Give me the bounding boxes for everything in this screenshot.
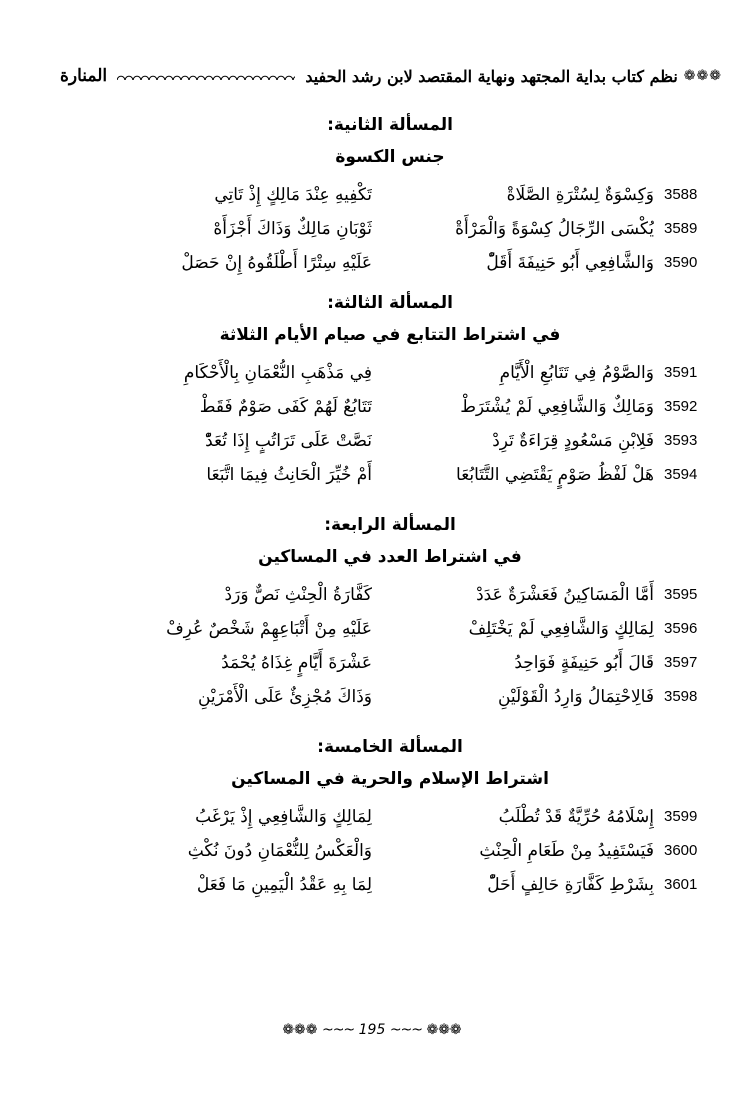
verse-first-hemistich: لِمَالِكٍ وَالشَّافِعِي لَمْ يَخْتَلِفْ xyxy=(468,619,654,639)
verse-second-hemistich: كَفَّارَةُ الْحِنْثِ نَصٌّ وَرَدْ xyxy=(224,585,372,605)
section-title: المسألة الثالثة: xyxy=(327,293,453,313)
verse-first-hemistich: بِشَرْطِ كَفَّارَةِ حَالِفٍ أَحَلّْ xyxy=(487,875,654,895)
verse-second-hemistich: تَكْفِيهِ عِنْدَ مَالِكٍ إِذْ تَاتِي xyxy=(214,185,372,205)
page-number: 195 xyxy=(358,1022,386,1038)
verse-line xyxy=(60,356,720,390)
verse-number: 3588 xyxy=(664,186,698,203)
verse-first-hemistich: وَمَالِكٌ وَالشَّافِعِي لَمْ يُشْتَرَطْ xyxy=(460,397,654,417)
verse-number: 3590 xyxy=(664,254,698,271)
verse-line xyxy=(60,800,720,834)
verse-first-hemistich: فَيَسْتَفِيدُ مِنْ طَعَامِ الْحِنْثِ xyxy=(479,841,654,861)
verse-second-hemistich: وَالْعَكْسُ لِلنُّعْمَانِ دُونَ نُكْثِ xyxy=(187,841,372,861)
header-ornament-icon: ❁❁❁ xyxy=(683,68,722,84)
verse-number: 3601 xyxy=(664,876,698,893)
verse-number: 3600 xyxy=(664,842,698,859)
verse-line xyxy=(60,680,720,714)
section-title: المسألة الخامسة: xyxy=(317,737,463,757)
verse-second-hemistich: أَمْ خُيِّرَ الْحَانِثُ فِيمَا اتَّبَعَا xyxy=(206,465,372,485)
verse-second-hemistich: عَشْرَةَ أَيَّامٍ غِذَاهُ يُحْمَدُ xyxy=(221,653,372,673)
footer-ornament-right-icon: ❁❁❁ xyxy=(426,1022,462,1038)
page-header xyxy=(60,58,722,94)
verse-line xyxy=(60,424,720,458)
verse-first-hemistich: هَلْ لَفْظُ صَوْمٍ يَقْتَضِي التَّتَابُعَا xyxy=(456,465,654,485)
header-wavy-divider xyxy=(117,70,295,82)
verse-second-hemistich: لِمَالِكٍ وَالشَّافِعِي إِذْ يَرْغَبُ xyxy=(195,807,372,827)
verse-line xyxy=(60,868,720,902)
verse-line xyxy=(60,246,720,280)
verse-line xyxy=(60,458,720,492)
verse-second-hemistich: ثَوْبَانِ مَالِكٌ وَذَاكَ أَجْزَأَهْ xyxy=(213,219,372,239)
verse-number: 3594 xyxy=(664,466,698,483)
section-title: المسألة الثانية: xyxy=(327,115,453,135)
verse-number: 3598 xyxy=(664,688,698,705)
section-subtitle: في اشتراط التتابع في صيام الأيام الثلاثة xyxy=(219,325,561,345)
verse-second-hemistich: لِمَا بِهِ عَقْدُ الْيَمِينِ مَا فَعَلْ xyxy=(196,875,372,895)
verse-number: 3592 xyxy=(664,398,698,415)
verse-number: 3595 xyxy=(664,586,698,603)
poem-body xyxy=(60,110,720,902)
section-subtitle: في اشتراط العدد في المساكين xyxy=(258,547,522,567)
verse-first-hemistich: وَالشَّافِعِي أَبُو حَنِيفَةَ أَقَلّْ xyxy=(486,253,654,273)
verse-line xyxy=(60,212,720,246)
footer-dash-icon: ~~~ xyxy=(389,1022,423,1038)
verse-first-hemistich: إِسْلَامُهُ حُرِّيَّةٌ قَدْ تُطْلَبُ xyxy=(498,807,654,827)
verse-first-hemistich: فَلِابْنِ مَسْعُودٍ قِرَاءَةٌ تَرِدْ xyxy=(492,431,654,451)
verse-number: 3593 xyxy=(664,432,698,449)
section-subtitle: جنس الكسوة xyxy=(335,147,445,167)
verse-line xyxy=(60,390,720,424)
section-title: المسألة الرابعة: xyxy=(324,515,456,535)
footer-dash-icon: ~~~ xyxy=(321,1022,355,1038)
book-title: نظم كتاب بداية المجتهد ونهاية المقتصد لابن رشد الحفيد xyxy=(305,66,678,86)
page-footer xyxy=(0,1022,744,1038)
series-title: المنارة xyxy=(60,66,108,86)
section-subtitle: اشتراط الإسلام والحرية في المساكين xyxy=(231,769,549,789)
verse-first-hemistich: فَالِاحْتِمَالُ وَارِدُ الْقَوْلَيْنِ xyxy=(497,687,654,707)
verse-line xyxy=(60,578,720,612)
verse-line xyxy=(60,178,720,212)
footer-ornament-left-icon: ❁❁❁ xyxy=(282,1022,318,1038)
verse-number: 3596 xyxy=(664,620,698,637)
verse-second-hemistich: تَتَابُعٌ لَهُمْ كَفَى صَوْمٌ فَقَطْ xyxy=(199,397,372,417)
verse-second-hemistich: عَلَيْهِ مِنْ أَتْبَاعِهِمْ شَخْصٌ عُرِفْ xyxy=(166,619,372,639)
verse-second-hemistich: وَذَاكَ مُجْزِئٌ عَلَى الْأَمْرَيْنِ xyxy=(197,687,372,707)
verse-line xyxy=(60,612,720,646)
verse-number: 3597 xyxy=(664,654,698,671)
verse-second-hemistich: فِي مَذْهَبِ النُّعْمَانِ بِالْأَحْكَامِ xyxy=(183,363,372,383)
verse-line xyxy=(60,646,720,680)
verse-first-hemistich: يُكْسَى الرِّجَالُ كِسْوَةً وَالْمَرْأَةْ xyxy=(455,219,654,239)
verse-line xyxy=(60,834,720,868)
verse-first-hemistich: وَالصَّوْمُ فِي تَتَابُعِ الْأَيَّامِ xyxy=(499,363,654,383)
verse-second-hemistich: نَصَّتْ عَلَى تَرَاتُبٍ إِذَا تُعَدّْ xyxy=(205,431,372,451)
verse-second-hemistich: عَلَيْهِ سِتْرًا أَطْلَقُوهُ إِنْ حَصَلْ xyxy=(181,253,372,273)
verse-number: 3589 xyxy=(664,220,698,237)
verse-first-hemistich: أَمَّا الْمَسَاكِينُ فَعَشْرَةٌ عَدَدْ xyxy=(476,585,654,605)
verse-first-hemistich: وَكِسْوَةٌ لِسُتْرَةِ الصَّلَاةْ xyxy=(506,185,654,205)
verse-first-hemistich: قَالَ أَبُو حَنِيفَةٍ فَوَاحِدُ xyxy=(514,653,654,673)
verse-number: 3591 xyxy=(664,364,698,381)
verse-number: 3599 xyxy=(664,808,698,825)
